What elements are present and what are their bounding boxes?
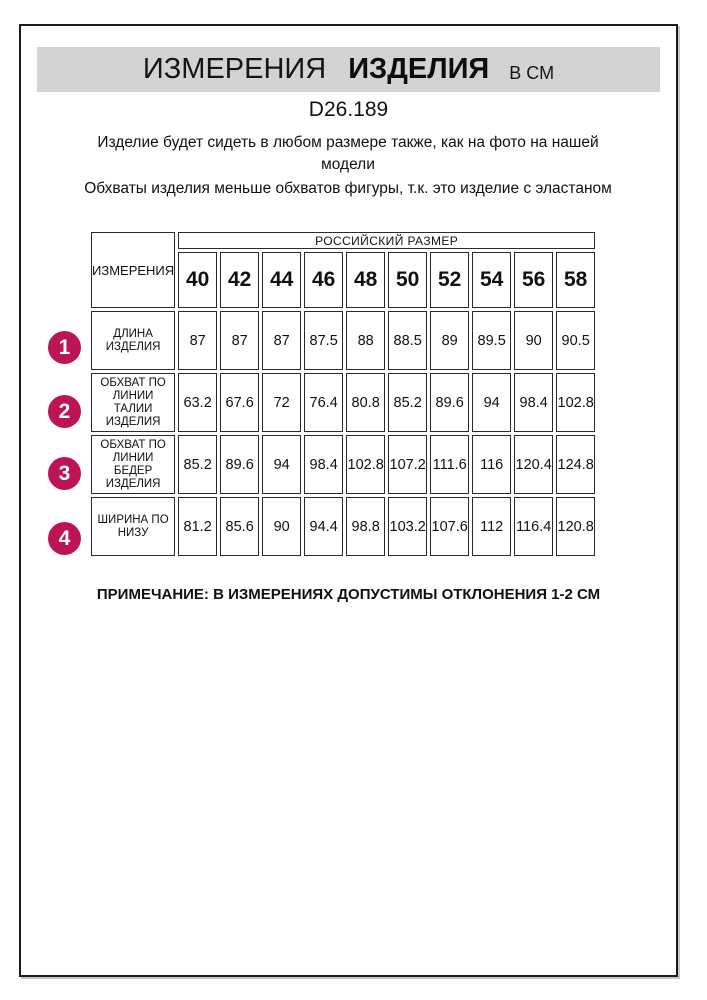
size-header: 56 (514, 252, 553, 308)
value-cell: 76.4 (304, 373, 343, 432)
value-cell: 90.5 (556, 311, 595, 370)
intro-text-elastane: Обхваты изделия меньше обхватов фигуры, т.к. это изделие с эластаном (84, 180, 612, 197)
value-cell: 116 (472, 435, 511, 494)
value-cell: 94 (472, 373, 511, 432)
value-cell: 87.5 (304, 311, 343, 370)
page-title: ИЗМЕРЕНИЯ (142, 53, 327, 85)
value-cell: 94 (262, 435, 301, 494)
value-cell: 102.8 (346, 435, 385, 494)
size-header: 46 (304, 252, 343, 308)
page-frame (19, 24, 678, 977)
size-header: 50 (388, 252, 427, 308)
value-cell: 120.8 (556, 497, 595, 556)
product-code: D26.189 (308, 98, 389, 121)
size-header: 40 (178, 252, 217, 308)
size-header: 48 (346, 252, 385, 308)
value-cell: 85.2 (388, 373, 427, 432)
size-header: 52 (430, 252, 469, 308)
value-cell: 63.2 (178, 373, 217, 432)
badge-number: 2 (58, 399, 71, 423)
table-row (91, 435, 595, 494)
value-cell: 85.2 (178, 435, 217, 494)
value-cell: 124.8 (556, 435, 595, 494)
size-header: 42 (220, 252, 259, 308)
value-cell: 87 (220, 311, 259, 370)
value-cell: 112 (472, 497, 511, 556)
value-cell: 72 (262, 373, 301, 432)
size-header: 58 (556, 252, 595, 308)
value-cell: 87 (262, 311, 301, 370)
value-cell: 89 (430, 311, 469, 370)
size-header: 44 (262, 252, 301, 308)
title-bar (37, 47, 660, 92)
value-cell: 90 (514, 311, 553, 370)
table-row (91, 373, 595, 432)
value-cell: 111.6 (430, 435, 469, 494)
value-cell: 98.4 (304, 435, 343, 494)
row-number-badge-2 (48, 395, 81, 428)
table-row (91, 497, 595, 556)
value-cell: 116.4 (514, 497, 553, 556)
row-label-waist: ОБХВАТ ПО ЛИНИИ ТАЛИИ ИЗДЕЛИЯ (91, 373, 175, 432)
row-number-badge-1 (48, 331, 81, 364)
table-row (91, 232, 595, 249)
value-cell: 107.2 (388, 435, 427, 494)
value-cell: 120.4 (514, 435, 553, 494)
value-cell: 103.2 (388, 497, 427, 556)
tolerance-note: ПРИМЕЧАНИЕ: В ИЗМЕРЕНИЯХ ДОПУСТИМЫ ОТКЛОНЕНИЯ 1-2 СМ (96, 586, 601, 603)
row-label-hips: ОБХВАТ ПО ЛИНИИ БЕДЕР ИЗДЕЛИЯ (91, 435, 175, 494)
value-cell: 88 (346, 311, 385, 370)
badge-number: 4 (58, 526, 71, 550)
value-cell: 88.5 (388, 311, 427, 370)
table-row (91, 311, 595, 370)
badge-number: 3 (58, 461, 71, 485)
size-table (88, 229, 598, 559)
value-cell: 67.6 (220, 373, 259, 432)
size-header: 54 (472, 252, 511, 308)
value-cell: 80.8 (346, 373, 385, 432)
value-cell: 89.5 (472, 311, 511, 370)
value-cell: 102.8 (556, 373, 595, 432)
measurements-header-cell: ИЗМЕРЕНИЯ (91, 232, 175, 308)
row-label-bottom-width: ШИРИНА ПО НИЗУ (91, 497, 175, 556)
row-number-badge-4 (48, 522, 81, 555)
value-cell: 98.8 (346, 497, 385, 556)
intro-text-fit: Изделие будет сидеть в любом размере также, как на фото на нашей модели (97, 134, 599, 173)
value-cell: 94.4 (304, 497, 343, 556)
value-cell: 85.6 (220, 497, 259, 556)
value-cell: 90 (262, 497, 301, 556)
page-title-emphasis: ИЗДЕЛИЯ (348, 53, 490, 85)
title-unit-label: В СМ (509, 63, 555, 83)
value-cell: 107.6 (430, 497, 469, 556)
russian-size-header-cell: РОССИЙСКИЙ РАЗМЕР (178, 232, 595, 249)
row-label-length: ДЛИНА ИЗДЕЛИЯ (91, 311, 175, 370)
row-number-badge-3 (48, 457, 81, 490)
badge-number: 1 (58, 335, 71, 359)
value-cell: 98.4 (514, 373, 553, 432)
value-cell: 89.6 (430, 373, 469, 432)
value-cell: 81.2 (178, 497, 217, 556)
value-cell: 87 (178, 311, 217, 370)
value-cell: 89.6 (220, 435, 259, 494)
